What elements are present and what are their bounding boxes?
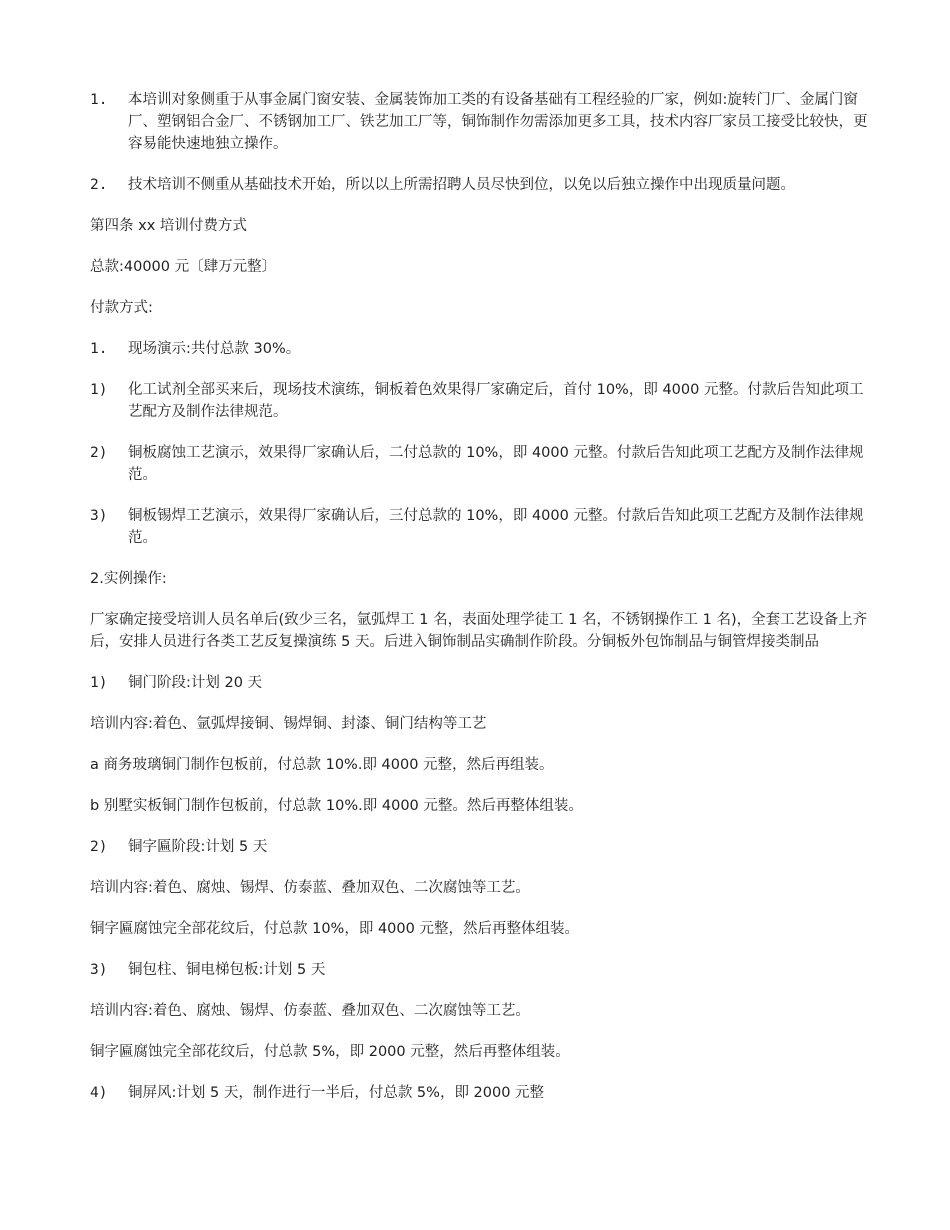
paragraph: a 商务玻璃铜门制作包板前，付总款 10%.即 4000 元整，然后再组装。 [90, 757, 554, 773]
list-number: 2. [90, 177, 108, 193]
list-item-text: 本培训对象侧重于从事金属门窗安装、金属装饰加工类的有设备基础有工程经验的厂家，例如:旋转门厂、金属门窗厂、塑钢铝合金厂、不锈钢加工厂、铁艺加工厂等，铜饰制作勿需添加更多工具，技术内容厂家员工接受比较快，更容易能快速地独立操作。 [128, 92, 868, 152]
list-item-text: 铜屏风:计划 5 天，制作进行一半后，付总款 5%，即 2000 元整 [128, 1085, 545, 1101]
payment-method-heading: 付款方式: [90, 300, 153, 316]
paragraph: 培训内容:着色、腐烛、锡焊、仿泰蓝、叠加双色、二次腐蚀等工艺。 [90, 880, 530, 896]
list-item [90, 505, 875, 549]
list-number: 1. [90, 92, 108, 108]
list-item-text: 化工试剂全部买来后，现场技术演练，铜板着色效果得厂家确定后，首付 10%，即 4000 元整。付款后告知此项工艺配方及制作法律规范。 [128, 382, 864, 420]
list-number: 2) [90, 839, 108, 855]
list-number: 2) [90, 445, 108, 461]
paragraph: b 别墅实板铜门制作包板前，付总款 10%.即 4000 元整。然后再整体组装。 [90, 798, 583, 814]
section-heading: 第四条 xx 培训付费方式 [90, 218, 247, 234]
list-item-text: 现场演示:共付总款 30%。 [128, 341, 301, 357]
list-item [90, 836, 875, 858]
list-item [90, 379, 875, 423]
list-item [90, 672, 875, 694]
list-item [90, 1082, 875, 1104]
list-number: 3) [90, 962, 108, 978]
list-item-text: 铜门阶段:计划 20 天 [128, 675, 263, 691]
total-amount: 总款:40000 元〔肆万元整〕 [90, 259, 277, 275]
paragraph: 培训内容:着色、氩弧焊接铜、锡焊铜、封漆、铜门结构等工艺 [90, 716, 487, 732]
list-number: 4) [90, 1085, 108, 1101]
list-item-text: 技术培训不侧重从基础技术开始，所以以上所需招聘人员尽快到位，以免以后独立操作中出现质量问题。 [128, 177, 795, 193]
list-item-text: 铜包柱、铜电梯包板:计划 5 天 [128, 962, 326, 978]
list-item-text: 铜板腐蚀工艺演示，效果得厂家确认后，二付总款的 10%，即 4000 元整。付款后告知此项工艺配方及制作法律规范。 [128, 445, 864, 483]
paragraph: 铜字匾腐蚀完全部花纹后，付总款 10%，即 4000 元整，然后再整体组装。 [90, 921, 579, 937]
paragraph: 铜字匾腐蚀完全部花纹后，付总款 5%，即 2000 元整，然后再整体组装。 [90, 1044, 570, 1060]
list-item-text: 铜板锡焊工艺演示，效果得厂家确认后，三付总款的 10%，即 4000 元整。付款后告知此项工艺配方及制作法律规范。 [128, 508, 864, 546]
paragraph: 厂家确定接受培训人员名单后(致少三名，氩弧焊工 1 名，表面处理学徒工 1 名，不锈钢操作工 1 名)，全套工艺设备上齐后，安排人员进行各类工艺反复操演练 5 天。后进入铜饰制品实确制作阶段。分铜板外包饰制品与铜管焊接类制品 [90, 612, 868, 650]
list-item [90, 959, 875, 981]
paragraph: 培训内容:着色、腐烛、锡焊、仿泰蓝、叠加双色、二次腐蚀等工艺。 [90, 1003, 530, 1019]
list-item-text: 铜字匾阶段:计划 5 天 [128, 839, 268, 855]
list-number: 1. [90, 341, 108, 357]
list-item [90, 174, 875, 196]
practice-heading: 2.实例操作: [90, 571, 167, 587]
list-item [90, 442, 875, 486]
list-item [90, 338, 875, 360]
list-number: 1) [90, 382, 108, 398]
document-body [90, 89, 875, 1123]
list-number: 1) [90, 675, 108, 691]
list-item [90, 89, 875, 155]
list-number: 3) [90, 508, 108, 524]
